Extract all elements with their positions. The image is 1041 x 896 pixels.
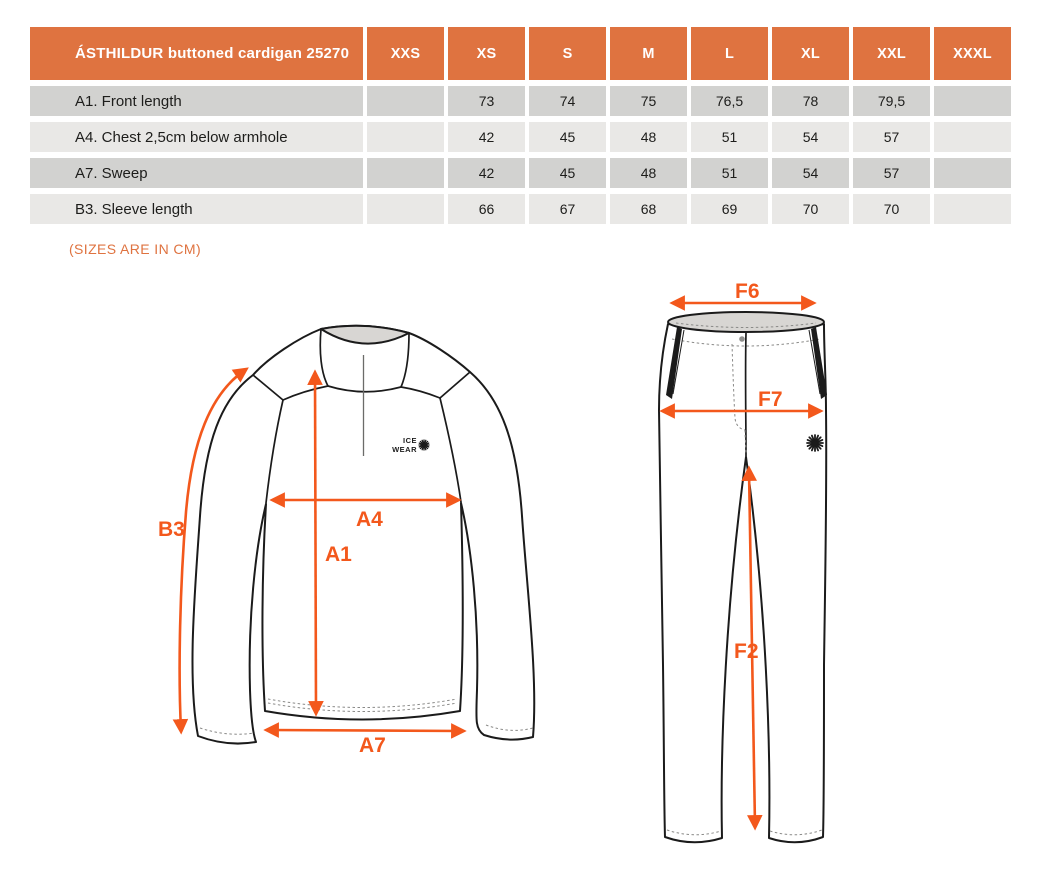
value-cell-xxl: 57 [853, 122, 930, 152]
row-label: B3. Sleeve length [30, 194, 363, 224]
value-cell-xxxl [934, 194, 1011, 224]
value-cell-s: 45 [529, 122, 606, 152]
value-cell-m: 75 [610, 86, 687, 116]
value-cell-xs: 73 [448, 86, 525, 116]
row-label: A1. Front length [30, 86, 363, 116]
value-cell-xl: 54 [772, 122, 849, 152]
value-cell-m: 48 [610, 158, 687, 188]
table-header-size-xxxl: XXXL [934, 27, 1011, 80]
value-cell-xxs [367, 122, 444, 152]
logo-text-ice: ICE [402, 436, 417, 445]
table-header-size-m: M [610, 27, 687, 80]
f6-label: F6 [735, 280, 760, 303]
logo-text-wear: WEAR [392, 445, 417, 454]
value-cell-m: 68 [610, 194, 687, 224]
pants-snowflake-icon [807, 435, 823, 451]
sweater-diagram [150, 290, 570, 770]
value-cell-xxl: 57 [853, 158, 930, 188]
value-cell-s: 67 [529, 194, 606, 224]
table-header-size-xxl: XXL [853, 27, 930, 80]
value-cell-xxxl [934, 158, 1011, 188]
value-cell-xxxl [934, 86, 1011, 116]
value-cell-xxxl [934, 122, 1011, 152]
table-header-size-xxs: XXS [367, 27, 444, 80]
value-cell-l: 51 [691, 122, 768, 152]
pants-diagram [610, 280, 910, 880]
value-cell-xxs [367, 194, 444, 224]
value-cell-xs: 42 [448, 122, 525, 152]
pants-outline [659, 324, 826, 842]
value-cell-xs: 42 [448, 158, 525, 188]
waist-opening [668, 312, 824, 332]
table-header-size-s: S [529, 27, 606, 80]
value-cell-l: 69 [691, 194, 768, 224]
a1-label: A1 [325, 543, 352, 566]
value-cell-xxs [367, 86, 444, 116]
value-cell-xl: 78 [772, 86, 849, 116]
table-header-size-xs: XS [448, 27, 525, 80]
value-cell-l: 51 [691, 158, 768, 188]
table-header-product: ÁSTHILDUR buttoned cardigan 25270 [30, 27, 363, 80]
a4-label: A4 [356, 508, 383, 531]
value-cell-s: 74 [529, 86, 606, 116]
value-cell-xxl: 79,5 [853, 86, 930, 116]
a7-arrow [268, 730, 462, 731]
f2-label: F2 [734, 640, 759, 663]
value-cell-xl: 70 [772, 194, 849, 224]
value-cell-xl: 54 [772, 158, 849, 188]
table-header-size-l: L [691, 27, 768, 80]
row-label: A4. Chest 2,5cm below armhole [30, 122, 363, 152]
row-label: A7. Sweep [30, 158, 363, 188]
size-chart-table [30, 27, 1011, 224]
waist-button [739, 336, 745, 342]
value-cell-l: 76,5 [691, 86, 768, 116]
value-cell-xxl: 70 [853, 194, 930, 224]
table-header-size-xl: XL [772, 27, 849, 80]
a1-arrow [315, 374, 316, 712]
f7-label: F7 [758, 388, 783, 411]
logo-snowflake-icon [419, 440, 429, 450]
b3-label: B3 [158, 518, 185, 541]
units-note: (SIZES ARE IN CM) [69, 241, 202, 257]
value-cell-m: 48 [610, 122, 687, 152]
a7-label: A7 [359, 734, 386, 757]
value-cell-xxs [367, 158, 444, 188]
value-cell-xs: 66 [448, 194, 525, 224]
value-cell-s: 45 [529, 158, 606, 188]
